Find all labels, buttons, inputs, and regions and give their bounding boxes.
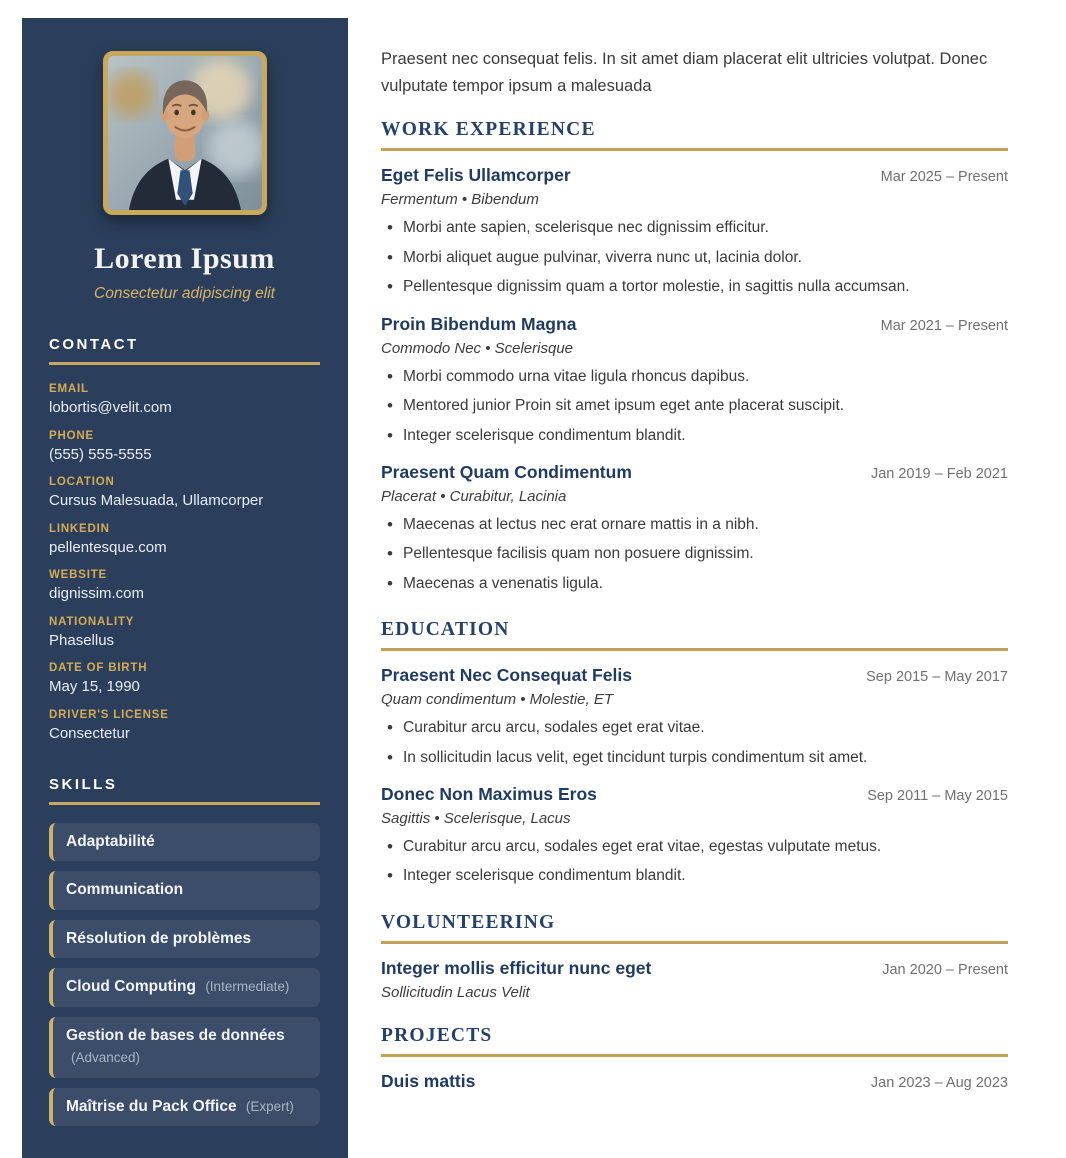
education-subtitle: Sagittis • Scelerisque, Lacus [381, 809, 571, 827]
job-date-range: Jan 2019 – Feb 2021 [870, 466, 1008, 482]
job-subtitle: Placerat • Curabitur, Lacinia [381, 487, 567, 505]
bullet-item: • Mentored junior Proin sit amet ipsum eget ante placerat suscipit. [381, 395, 1008, 417]
skill-name: Maîtrise du Pack Office [66, 1097, 237, 1115]
linkedin-link[interactable]: pellentesque.com [49, 538, 167, 556]
skills-section-title: SKILLS [49, 776, 320, 805]
contact-label: WEBSITE [49, 569, 107, 581]
job-title: Proin Bibendum Magna [381, 313, 577, 334]
bullet-item: • Curabitur arcu arcu, sodales eget erat vitae. [381, 717, 1008, 739]
degree-title: Praesent Nec Consequat Felis [381, 665, 632, 686]
skill-name: Communication [66, 881, 184, 899]
contact-label: LOCATION [49, 476, 115, 488]
bullet-item: • Morbi ante sapien, scelerisque nec dignissim efficitur. [381, 217, 1008, 239]
sidebar [22, 18, 348, 1158]
contact-item-phone [49, 430, 320, 465]
education-date-range: Sep 2011 – May 2015 [867, 788, 1008, 805]
volunteering-title: Integer mollis efficitur nunc eget [381, 957, 652, 978]
nationality-value: Phasellus [49, 631, 115, 649]
skill-name: Gestion de bases de données [66, 1026, 285, 1044]
education-bullet-list [381, 717, 1008, 769]
contact-label: NATIONALITY [49, 615, 135, 628]
name: Lorem Ipsum [94, 242, 275, 275]
date-of-birth-value: May 15, 1990 [49, 678, 140, 695]
skill-level: (Advanced) [71, 1050, 141, 1066]
education-section [381, 619, 1008, 888]
work-entry [381, 165, 1008, 298]
education-subtitle: Quam condimentum • Molestie, ET [381, 691, 614, 709]
bullet-item: • Pellentesque dignissim quam a tortor molestie, in sagittis nulla accumsan. [381, 276, 1008, 298]
profile-photo [103, 51, 267, 215]
projects-section [381, 1025, 1008, 1093]
contact-label: LINKEDIN [49, 522, 110, 535]
email-link[interactable]: lobortis@velit.com [49, 399, 172, 416]
skill-name: Résolution de problèmes [66, 929, 252, 947]
bullet-item: • Morbi aliquet augue pulvinar, viverra nunc ut, lacinia dolor. [381, 247, 1008, 269]
contact-label: DATE OF BIRTH [49, 662, 148, 674]
location-value: Cursus Malesuada, Ullamcorper [49, 492, 264, 509]
work-entry [381, 314, 1008, 447]
education-heading: EDUCATION [381, 619, 1008, 651]
job-bullet-list [381, 217, 1008, 298]
bullet-item: • Maecenas at lectus nec erat ornare mattis in a nibh. [381, 514, 1008, 536]
skill-level: (Expert) [245, 1098, 294, 1114]
summary-paragraph: Praesent nec consequat felis. In sit amet diam placerat elit ultricies volutpat. Donec vulputate tempor ipsum a malesuada [381, 50, 988, 95]
volunteering-heading: VOLUNTEERING [381, 912, 1008, 944]
contact-label: EMAIL [49, 383, 89, 395]
work-experience-heading: WORK EXPERIENCE [381, 119, 1008, 151]
volunteering-subtitle: Sollicitudin Lacus Velit [381, 983, 530, 1001]
skill-item [49, 920, 320, 958]
bullet-item: • Integer scelerisque condimentum blandit. [381, 425, 1008, 447]
skill-item [49, 1088, 320, 1126]
bullet-item: • In sollicitudin lacus velit, eget tincidunt turpis condimentum sit amet. [381, 747, 1008, 769]
bullet-item: • Curabitur arcu arcu, sodales eget erat vitae, egestas vulputate metus. [381, 836, 1008, 858]
skill-name: Adaptabilité [66, 833, 155, 850]
phone-value: (555) 555-5555 [49, 445, 152, 463]
contact-item-location [49, 476, 320, 511]
job-bullet-list [381, 366, 1008, 447]
job-title: Praesent Quam Condimentum [381, 462, 632, 482]
contact-item-website [49, 569, 320, 604]
drivers-license-value: Consectetur [49, 724, 130, 742]
skill-item [49, 1017, 320, 1078]
skill-item [49, 968, 320, 1006]
contact-item-drivers-license [49, 709, 320, 744]
bullet-item: • Maecenas a venenatis ligula. [381, 573, 1008, 595]
project-title: Duis mattis [381, 1070, 476, 1091]
education-date-range: Sep 2015 – May 2017 [866, 669, 1008, 686]
contact-label: DRIVER'S LICENSE [49, 708, 169, 721]
bullet-item: • Morbi commodo urna vitae ligula rhoncus dapibus. [381, 366, 1008, 388]
resume-main-content [381, 46, 1008, 1108]
job-title: Eget Felis Ullamcorper [381, 165, 571, 186]
skill-item [49, 823, 320, 861]
project-entry [381, 1071, 1008, 1093]
contact-section-title: CONTACT [49, 336, 320, 365]
bullet-item: • Pellentesque facilisis quam non posuere dignissim. [381, 543, 1008, 565]
volunteering-section [381, 912, 1008, 1001]
tagline: Consectetur adipiscing elit [94, 285, 275, 302]
contact-item-nationality [49, 616, 320, 651]
job-date-range: Mar 2021 – Present [880, 317, 1008, 334]
project-date-range: Jan 2023 – Aug 2023 [870, 1074, 1008, 1091]
job-subtitle: Fermentum • Bibendum [381, 191, 539, 209]
skill-name: Cloud Computing [66, 978, 196, 996]
degree-title: Donec Non Maximus Eros [381, 784, 597, 805]
volunteering-date-range: Jan 2020 – Present [882, 961, 1008, 978]
work-entry [381, 462, 1008, 595]
website-link[interactable]: dignissim.com [49, 585, 145, 602]
job-date-range: Mar 2025 – Present [880, 169, 1008, 186]
bullet-item: • Integer scelerisque condimentum blandit. [381, 865, 1008, 887]
contact-item-linkedin [49, 523, 320, 558]
job-bullet-list [381, 514, 1008, 595]
work-experience-section [381, 119, 1008, 595]
education-entry [381, 665, 1008, 769]
contact-item-date-of-birth [49, 662, 320, 697]
portrait-illustration [108, 56, 262, 210]
contact-label: PHONE [49, 429, 94, 442]
contact-item-email [49, 383, 320, 418]
job-subtitle: Commodo Nec • Scelerisque [381, 339, 573, 357]
education-bullet-list [381, 836, 1008, 888]
projects-heading: PROJECTS [381, 1025, 1008, 1057]
skill-level: (Intermediate) [205, 979, 290, 995]
skill-item [49, 871, 320, 909]
education-entry [381, 784, 1008, 888]
volunteering-entry [381, 958, 1008, 1001]
